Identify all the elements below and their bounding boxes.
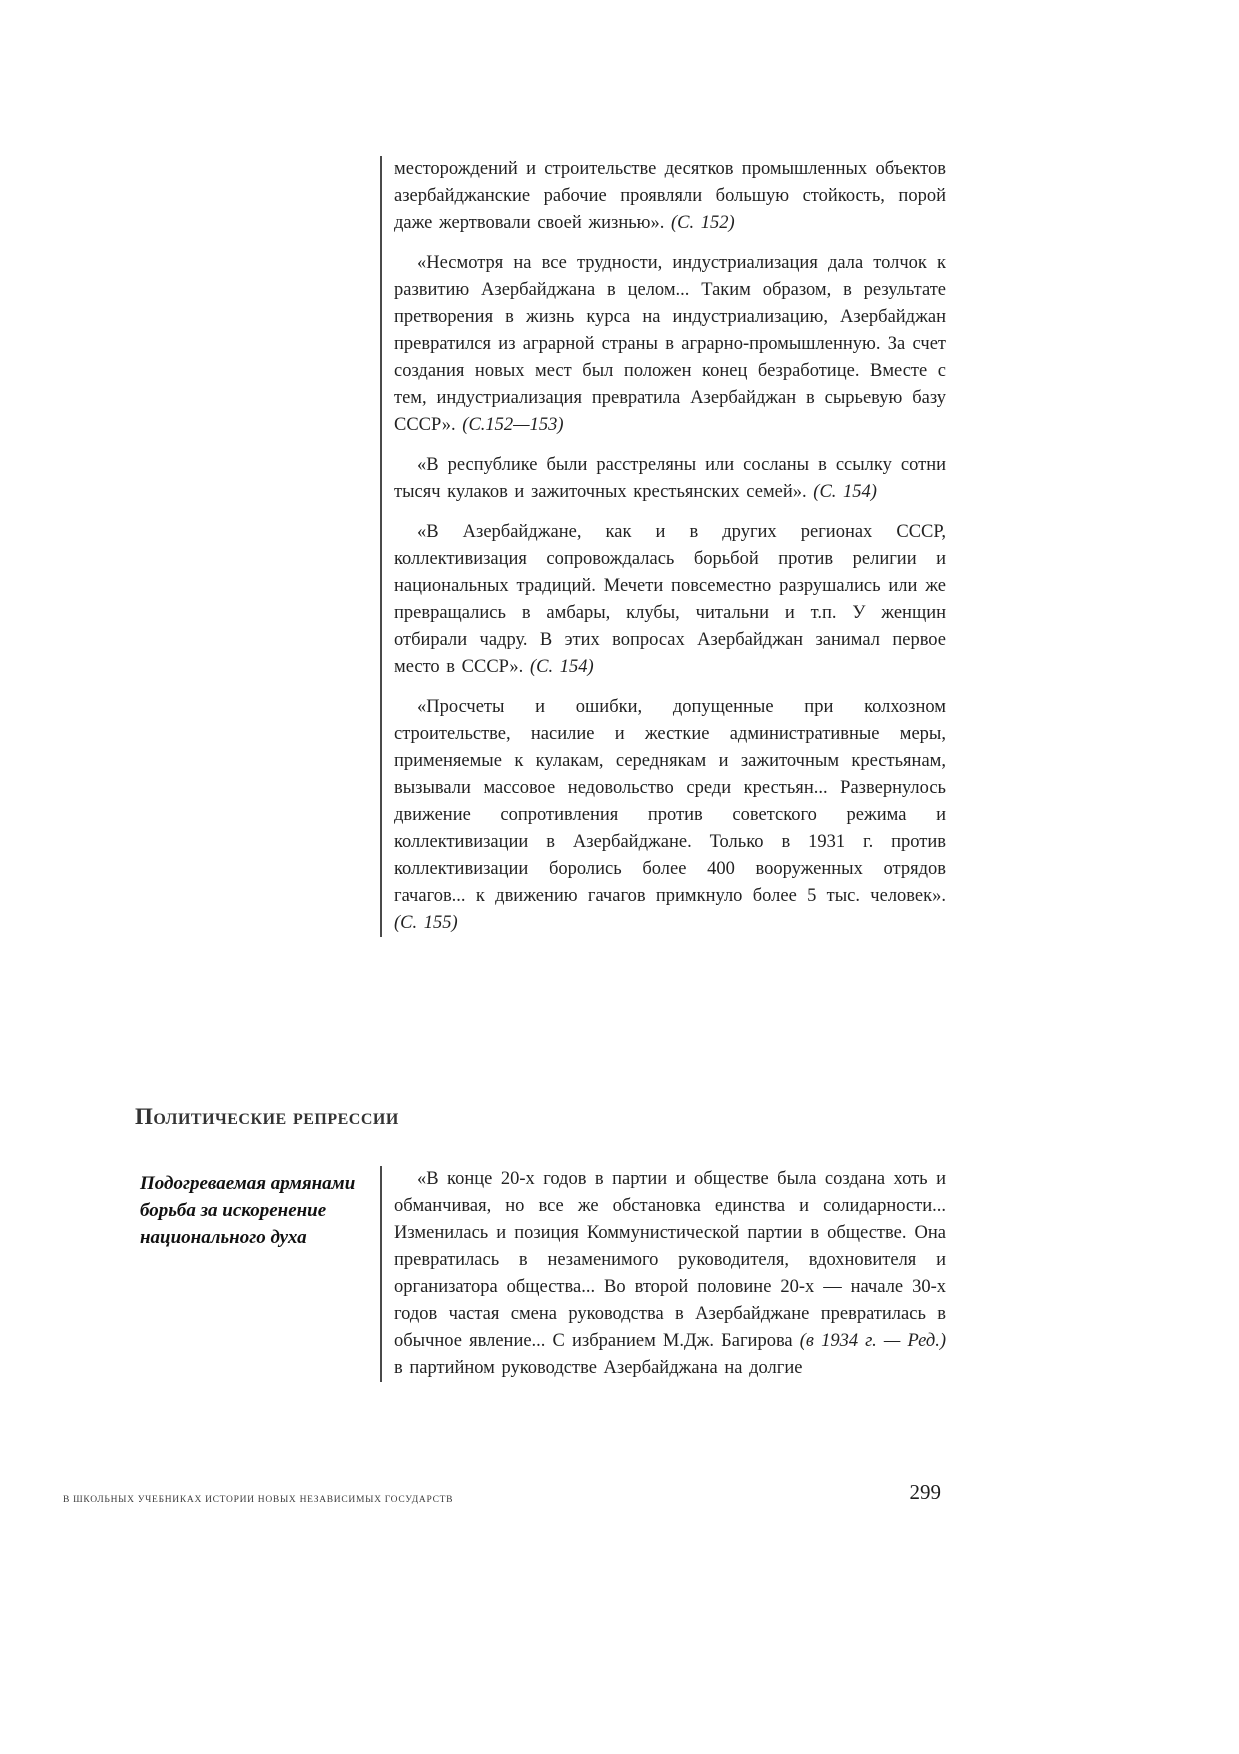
quote-text: «В Азербайджане, как и в других регионах СССР, коллективизация сопровождалась борьбой против религии и национальных традиций. Мечети повсеместно разрушались или же превращались в амбары, клубы, читальни и т.п. У женщин отбирали чадру. В этих вопросах Азербайджан занимал первое место в СССР».: [394, 522, 946, 677]
quote-block-top: [380, 156, 946, 937]
quote-text: месторождений и строительстве десятков промышленных объектов азербайджанские рабочие проявляли большую стойкость, порой даже жертвовали своей жизнью».: [394, 159, 946, 233]
running-title: В ШКОЛЬНЫХ УЧЕБНИКАХ ИСТОРИИ НОВЫХ НЕЗАВИСИМЫХ ГОСУДАРСТВ: [63, 1495, 454, 1505]
quote-text: «Несмотря на все трудности, индустриализация дала толчок к развитию Азербайджана в целом... Таким образом, в результате претворения в жизнь курса на индустриализацию, Азербайджан превратился из аграрной страны в аграрно-промышленную. За счет создания новых мест был положен конец безработице. Вместе с тем, индустриализация превратила Азербайджан в сырьевую базу СССР».: [394, 253, 946, 435]
quote-paragraph: [394, 1166, 946, 1382]
quote-paragraph: [394, 694, 946, 937]
quote-paragraph: [394, 519, 946, 681]
quote-text: «Просчеты и ошибки, допущенные при колхозном строительстве, насилие и жесткие административные меры, применяемые к кулакам, середнякам и зажиточным крестьянам, вызывали массовое недовольство среди крестьян... Развернулось движение сопротивления против советского режима и коллективизации в Азербайджане. Только в 1931 г. против коллективизации боролись более 400 вооруженных отрядов гачагов... к движению гачагов примкнуло более 5 тыс. человек».: [394, 697, 946, 906]
quote-text: «В республике были расстреляны или сосланы в ссылку сотни тысяч кулаков и зажиточных крестьянских семей».: [394, 455, 946, 502]
quote-paragraph: [394, 156, 946, 237]
citation: (С. 155): [394, 913, 458, 933]
citation: (С. 152): [671, 213, 735, 233]
quote-block-bottom: [380, 1166, 946, 1382]
margin-note: Подогреваемая армянами борьба за искоренение национального духа: [140, 1173, 356, 1248]
page-number: 299: [909, 1480, 941, 1504]
editorial-note: (в 1934 г. — Ред.): [799, 1331, 946, 1351]
quote-paragraph: [394, 250, 946, 439]
quote-paragraph: [394, 452, 946, 506]
citation: (С.152—153): [462, 415, 564, 435]
quote-text: «В конце 20-х годов в партии и обществе была создана хоть и обманчивая, но все же обстановка единства и солидарности... Изменилась и позиция Коммунистической партии в обществе. Она превратилась в незаменимого руководителя, вдохновителя и организатора общества... Во второй половине 20-х — начале 30-х годов частая смена руководства в Азербайджане превратилась в обычное явление... С избранием М.Дж. Багирова: [394, 1169, 946, 1351]
quote-text: в партийном руководстве Азербайджана на долгие: [394, 1358, 803, 1378]
citation: (С. 154): [529, 657, 594, 677]
section-heading: Политические репрессии: [135, 1104, 399, 1129]
citation: (С. 154): [813, 482, 877, 502]
